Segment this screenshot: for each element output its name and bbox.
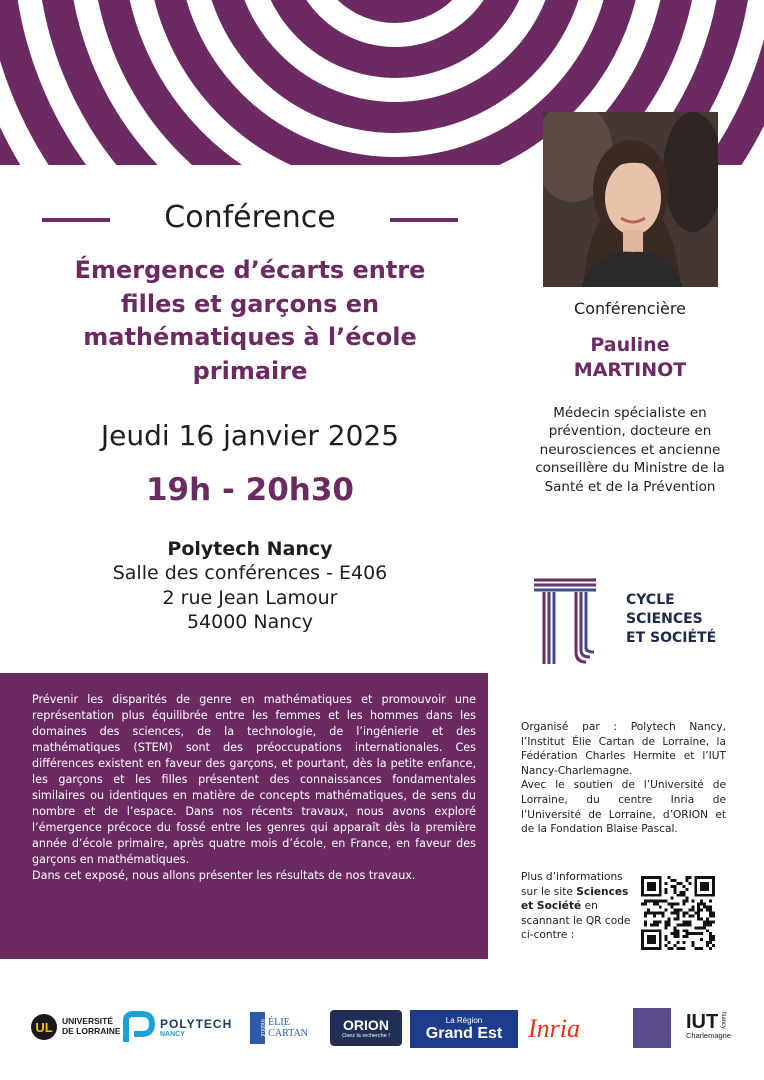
speaker-first-name: Pauline [590,334,670,356]
cycle-sciences-title [626,591,716,648]
cycle-line-1: CYCLE [626,592,675,608]
inria-name: Inria [528,1014,580,1043]
more-info-text [521,870,636,943]
inria-logo [528,1014,580,1044]
polytech-sub: NANCY [160,1030,185,1038]
more-info-site-link[interactable]: Sciences et Société [521,885,629,913]
iecl-small: Institut [250,1012,265,1044]
organizers-block [521,720,726,837]
event-date: Jeudi 16 janvier 2025 [100,419,400,452]
more-info-prefix: Plus d’informations sur le site [521,871,623,898]
iecl-name: ÉLIE CARTAN [268,1017,308,1039]
organized-by: Organisé par : Polytech Nancy, l’Institut Élie Cartan de Lorraine, la Fédération Charles Hermite et l’IUT Nancy-Charlemagne. [521,721,726,777]
polytech-logo [120,1010,232,1046]
iecl-logo [250,1012,322,1044]
fondation-blaise-pascal-logo-icon [633,1008,671,1048]
polytech-emblem-icon [120,1010,156,1046]
iut-sub: Charlemagne [686,1031,732,1040]
iut-charlemagne-logo [686,1012,731,1040]
ul-line-2: DE LORRAINE [62,1026,121,1036]
speaker-bio: Médecin spécialiste en prévention, docteure en neurosciences et ancienne conseillère du Ministre de la Santé et de la Prévention [535,405,725,495]
abstract-paragraph-2: Dans cet exposé, nous allons présenter les résultats de nos travaux. [32,869,416,883]
orion-logo [330,1010,402,1046]
venue-room: Salle des conférences - E406 [112,562,388,585]
speaker-last-name: MARTINOT [573,358,687,381]
abstract-paragraph-1: Prévenir les disparités de genre en mathématiques et promouvoir une représentation plus équilibrée entre les femmes et les hommes dans les domaines des sciences, de la technologie, de l’ingénierie et des mathématiques (STEM) sont des préoccupations internationales. Ces différences existent en faveur des garçons, et pourtant, dès la petite enfance, les garçons et les filles présentent des connaissances fondamentales similaires ou identiques en matière de concepts mathématiques, de sens du nombre et de l’espace. Dans nos récents travaux, nous avons exploré l’émergence précoce du fossé entre les genres qui apparaît dès la première année d’école primaire, après quatre mois d’école, en France, en faveur des garçons en mathématiques. [32,693,476,867]
event-title: Émergence d’écarts entre filles et garçons en mathématiques à l’école primaire [74,256,426,385]
event-time: 19h - 20h30 [145,472,354,508]
venue-street: 2 rue Jean Lamour [162,586,338,609]
speaker-photo [543,112,718,287]
svg-text:UL: UL [35,1020,53,1035]
iut-name: IUT [686,1011,719,1033]
region-small: La Région [445,1015,483,1025]
region-name: Grand Est [425,1024,503,1042]
venue-name: Polytech Nancy [167,538,333,560]
partner-logos-row [0,1000,764,1060]
event-type-label: Conférence [164,200,336,235]
universite-lorraine-logo [30,1013,121,1041]
speaker-name [530,333,730,382]
abstract-panel [0,673,488,959]
cycle-sciences-logo-icon [530,572,600,668]
orion-sub: Osez la recherche ! [342,1033,390,1039]
more-info-suffix: en scannant le QR code ci-contre : [521,900,631,942]
cycle-line-2: SCIENCES [626,611,703,628]
speaker-role: Conférencière [574,299,686,318]
orion-name: ORION [343,1017,389,1033]
qr-code-icon[interactable] [641,876,715,950]
venue-city: 54000 Nancy [186,610,314,633]
region-grand-est-logo [410,1010,518,1048]
ul-line-1: UNIVERSITÉ [62,1016,114,1027]
polytech-name: POLYTECH [160,1016,233,1031]
cycle-line-3: ET SOCIÉTÉ [626,630,717,647]
venue-block [40,537,460,634]
ul-emblem-icon [30,1013,58,1041]
supported-by: Avec le soutien de l’Université de Lorraine, du centre Inria de l’Université de Lorraine, d’ORION et de la Fondation Blaise Pascal. [521,779,726,836]
iut-city: Nancy [720,1012,727,1030]
